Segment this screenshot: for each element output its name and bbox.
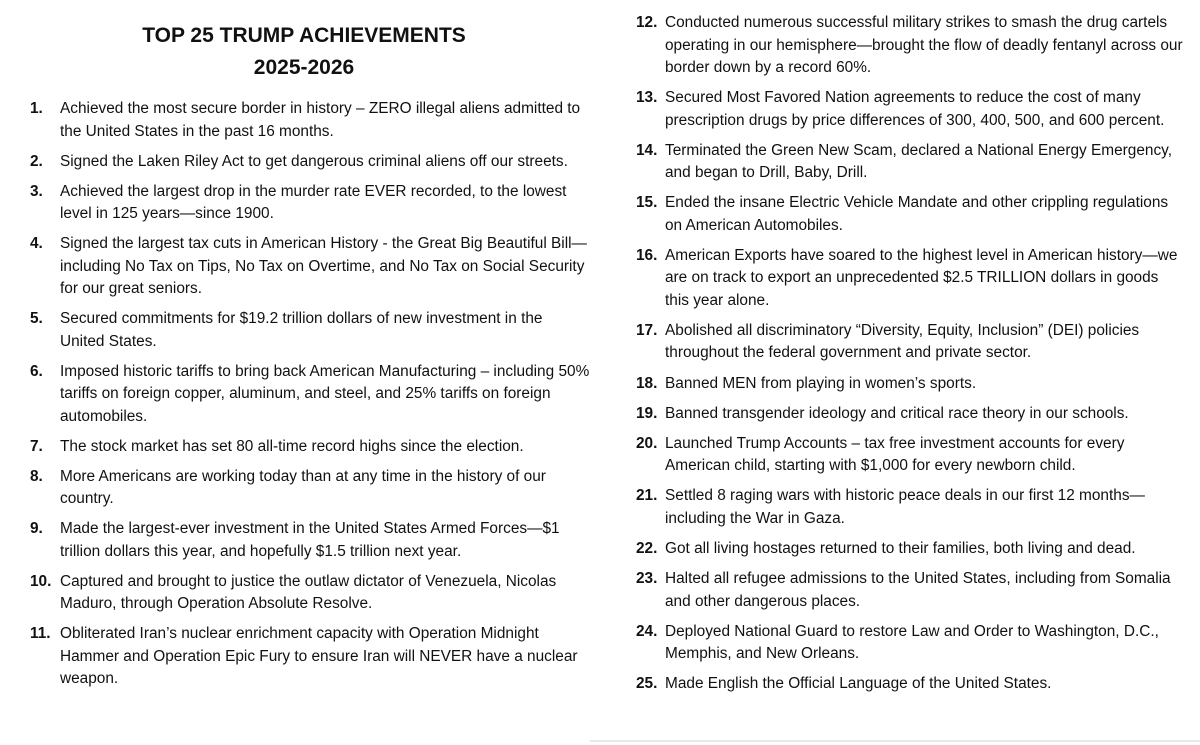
list-item <box>636 621 1186 666</box>
left-column <box>30 0 590 698</box>
item-text: Terminated the Green New Scam, declared a National Energy Emergency, and began to Drill, Baby, Drill. <box>665 141 1172 182</box>
item-number: 14. <box>636 141 658 159</box>
list-item <box>636 373 1186 396</box>
item-number: 12. <box>636 14 658 31</box>
item-number: 17. <box>636 321 658 339</box>
item-text: More Americans are working today than at any time in the history of our country. <box>60 467 546 507</box>
item-text: Launched Trump Accounts – tax free investment accounts for every American child, starting with $1,000 for every newborn child. <box>665 434 1125 475</box>
item-number: 20. <box>636 434 658 452</box>
item-text: Conducted numerous successful military strikes to smash the drug cartels operating in our hemisphere—brought the flow of deadly fentanyl across our border down by a record 60%. <box>665 14 1183 76</box>
item-number: 19. <box>636 404 658 422</box>
page-bottom-divider <box>590 740 1200 742</box>
item-text: Signed the largest tax cuts in American History - the Great Big Beautiful Bill—including No Tax on Tips, No Tax on Overtime, and No Tax on Social Security for our great seniors. <box>60 235 587 297</box>
item-text: Obliterated Iran’s nuclear enrichment capacity with Operation Midnight Hammer and Operation Epic Fury to ensure Iran will NEVER have a nuclear weapon. <box>60 625 578 687</box>
title-block <box>30 0 590 98</box>
list-item <box>30 571 590 616</box>
item-number: 5. <box>30 310 43 327</box>
item-number: 8. <box>30 467 43 485</box>
right-achievement-list <box>636 0 1186 696</box>
item-number: 4. <box>30 235 43 252</box>
item-text: Secured commitments for $19.2 trillion dollars of new investment in the United States. <box>60 310 543 350</box>
list-item <box>30 361 590 429</box>
list-item <box>30 466 590 511</box>
list-item <box>636 245 1186 313</box>
item-text: Settled 8 raging wars with historic peace deals in our first 12 months—including the War in Gaza. <box>665 487 1145 527</box>
list-item <box>636 320 1186 365</box>
list-item <box>30 98 590 143</box>
list-item <box>636 673 1186 696</box>
list-item <box>30 623 590 691</box>
item-number: 23. <box>636 570 658 588</box>
item-number: 16. <box>636 246 658 264</box>
item-number: 15. <box>636 194 658 212</box>
item-text: Made English the Official Language of the United States. <box>665 675 1052 693</box>
item-number: 13. <box>636 89 658 107</box>
list-item <box>636 87 1186 132</box>
item-text: Secured Most Favored Nation agreements to reduce the cost of many prescription drugs by price differences of 300, 400, 500, and 600 percent. <box>665 89 1165 129</box>
item-text: The stock market has set 80 all-time record highs since the election. <box>60 437 524 455</box>
item-number: 24. <box>636 622 658 640</box>
item-number: 3. <box>30 182 43 200</box>
item-text: Captured and brought to justice the outlaw dictator of Venezuela, Nicolas Maduro, through Operation Absolute Resolve. <box>60 572 557 612</box>
item-number: 21. <box>636 487 658 505</box>
item-text: Made the largest-ever investment in the United States Armed Forces—$1 trillion dollars this year, and hopefully $1.5 trillion next year. <box>60 520 560 560</box>
list-item <box>636 140 1186 185</box>
list-item <box>636 403 1186 426</box>
list-item <box>30 151 590 174</box>
item-text: Signed the Laken Riley Act to get dangerous criminal aliens off our streets. <box>60 152 568 170</box>
page-title: TOP 25 TRUMP ACHIEVEMENTS <box>142 24 466 47</box>
item-number: 22. <box>636 539 658 557</box>
item-text: Imposed historic tariffs to bring back American Manufacturing – including 50% tariffs on foreign copper, aluminum, and steel, and 25% tariffs on foreign automobiles. <box>60 362 590 425</box>
item-number: 2. <box>30 152 43 170</box>
item-text: American Exports have soared to the highest level in American history—we are on track to export an unprecedented $2.5 TRILLION dollars in goods this year alone. <box>665 246 1178 309</box>
item-text: Achieved the largest drop in the murder rate EVER recorded, to the lowest level in 125 years—since 1900. <box>60 182 567 222</box>
item-number: 11. <box>30 625 51 642</box>
item-text: Ended the insane Electric Vehicle Mandate and other crippling regulations on American Automobiles. <box>665 194 1169 234</box>
page-subtitle: 2025-2026 <box>253 56 355 79</box>
item-number: 18. <box>636 374 658 392</box>
item-number: 7. <box>30 437 43 455</box>
item-number: 10. <box>30 572 52 590</box>
list-item <box>30 181 590 226</box>
item-text: Achieved the most secure border in history – ZERO illegal aliens admitted to the United States in the past 16 months. <box>60 100 581 140</box>
item-text: Deployed National Guard to restore Law and Order to Washington, D.C., Memphis, and New Orleans. <box>665 622 1159 663</box>
item-number: 6. <box>30 362 43 380</box>
item-text: Banned transgender ideology and critical race theory in our schools. <box>665 404 1129 422</box>
list-item <box>30 233 590 301</box>
item-number: 9. <box>30 520 43 537</box>
item-text: Banned MEN from playing in women’s sports. <box>665 374 977 392</box>
list-item <box>636 12 1186 80</box>
list-item <box>636 192 1186 237</box>
right-column <box>636 0 1186 703</box>
list-item <box>636 485 1186 530</box>
list-item <box>636 433 1186 478</box>
list-item <box>636 538 1186 561</box>
list-item <box>636 568 1186 613</box>
item-text: Got all living hostages returned to their families, both living and dead. <box>665 539 1136 557</box>
item-number: 1. <box>30 100 43 117</box>
item-text: Halted all refugee admissions to the United States, including from Somalia and other dangerous places. <box>665 570 1171 610</box>
left-achievement-list <box>30 98 590 691</box>
item-text: Abolished all discriminatory “Diversity, Equity, Inclusion” (DEI) policies throughout the federal government and private sector. <box>665 321 1140 362</box>
list-item <box>30 518 590 563</box>
item-number: 25. <box>636 675 658 693</box>
list-item <box>30 436 590 459</box>
list-item <box>30 308 590 353</box>
